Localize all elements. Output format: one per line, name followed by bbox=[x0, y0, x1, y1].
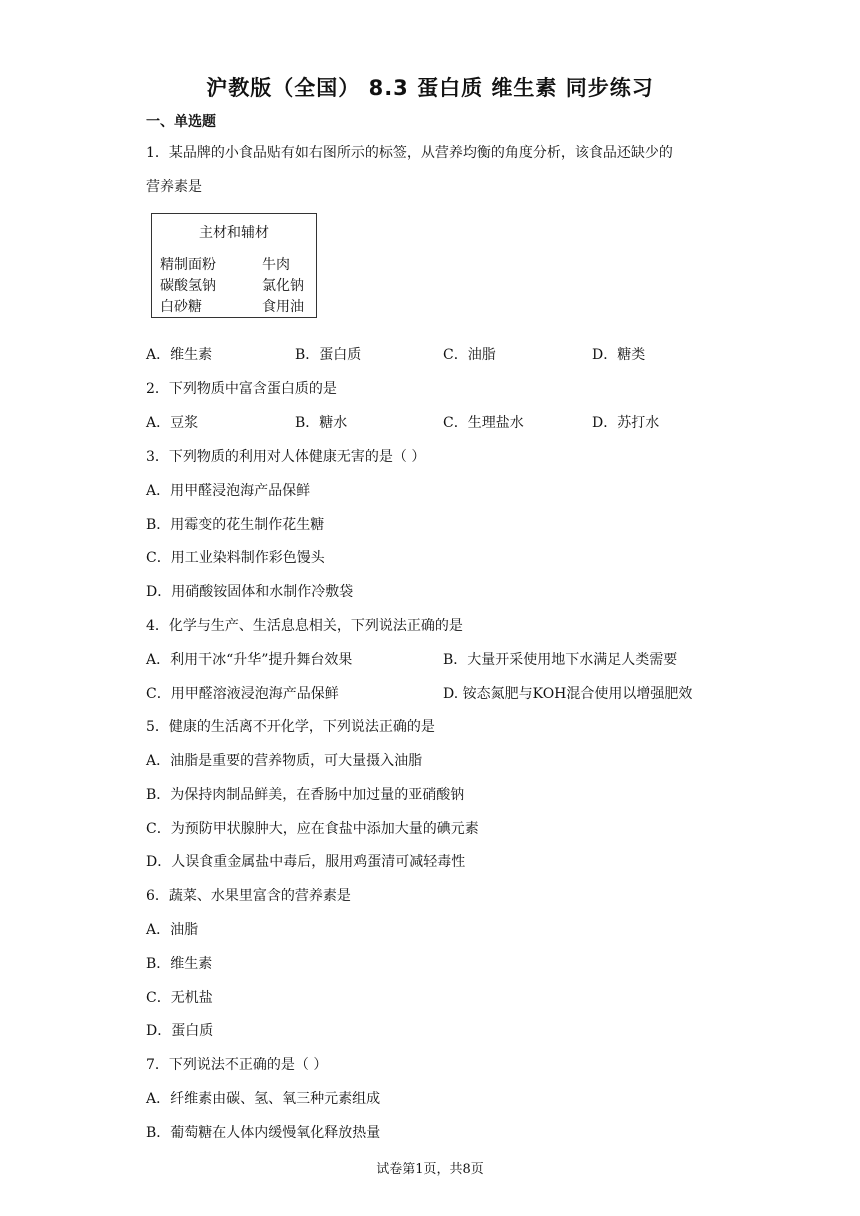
food-label-figure bbox=[151, 213, 317, 318]
question-6-stem: 6．蔬菜、水果里富含的营养素是 bbox=[146, 888, 351, 904]
question-5-option-d: D．人误食重金属盐中毒后，服用鸡蛋清可减轻毒性 bbox=[146, 854, 466, 870]
page-title: 沪教版（全国） 8.3 蛋白质 维生素 同步练习 bbox=[206, 76, 654, 100]
food-label-ingredient: 白砂糖 bbox=[160, 299, 202, 315]
food-label-heading: 主材和辅材 bbox=[199, 225, 269, 241]
question-4-option-b: B．大量开采使用地下水满足人类需要 bbox=[443, 652, 678, 668]
question-3-option-a: A．用甲醛浸泡海产品保鲜 bbox=[146, 483, 311, 499]
question-3-stem: 3．下列物质的利用对人体健康无害的是（ ） bbox=[146, 449, 426, 465]
question-2-stem: 2．下列物质中富含蛋白质的是 bbox=[146, 381, 337, 397]
question-1-option-d: D．糖类 bbox=[592, 347, 646, 363]
question-7-option-b: B．葡萄糖在人体内缓慢氧化释放热量 bbox=[146, 1125, 381, 1141]
question-3-option-c: C．用工业染料制作彩色馒头 bbox=[146, 550, 325, 566]
food-label-ingredient: 碳酸氢钠 bbox=[160, 278, 216, 294]
question-1-stem-line2: 营养素是 bbox=[146, 179, 202, 195]
food-label-ingredient: 牛肉 bbox=[262, 257, 290, 273]
food-label-ingredient: 精制面粉 bbox=[160, 257, 216, 273]
question-2-option-a: A．豆浆 bbox=[146, 415, 199, 431]
question-5-option-c: C．为预防甲状腺肿大，应在食盐中添加大量的碘元素 bbox=[146, 821, 479, 837]
question-5-option-b: B．为保持肉制品鲜美，在香肠中加过量的亚硝酸钠 bbox=[146, 787, 465, 803]
question-2-option-c: C．生理盐水 bbox=[443, 415, 524, 431]
question-6-option-a: A．油脂 bbox=[146, 922, 199, 938]
food-label-ingredient: 食用油 bbox=[262, 299, 304, 315]
question-2-option-d: D．苏打水 bbox=[592, 415, 660, 431]
question-6-option-d: D．蛋白质 bbox=[146, 1023, 214, 1039]
question-6-option-c: C．无机盐 bbox=[146, 990, 213, 1006]
food-label-ingredient: 氯化钠 bbox=[262, 278, 304, 294]
question-1-option-c: C．油脂 bbox=[443, 347, 496, 363]
question-7-option-a: A．纤维素由碳、氢、氧三种元素组成 bbox=[146, 1091, 381, 1107]
question-4-option-d: D. 铵态氮肥与KOH混合使用以增强肥效 bbox=[443, 686, 693, 702]
page-footer: 试卷第1页，共8页 bbox=[376, 1162, 484, 1177]
question-4-option-a: A．利用干冰“升华”提升舞台效果 bbox=[146, 652, 353, 668]
question-2-option-b: B．糖水 bbox=[295, 415, 348, 431]
question-5-stem: 5．健康的生活离不开化学，下列说法正确的是 bbox=[146, 719, 435, 735]
question-3-option-b: B．用霉变的花生制作花生糖 bbox=[146, 517, 325, 533]
question-1-option-a: A．维生素 bbox=[146, 347, 213, 363]
question-1-stem-line1: 1．某品牌的小食品贴有如右图所示的标签，从营养均衡的角度分析，该食品还缺少的 bbox=[146, 145, 673, 161]
section-heading: 一、单选题 bbox=[146, 114, 216, 130]
question-1-option-b: B．蛋白质 bbox=[295, 347, 362, 363]
question-6-option-b: B．维生素 bbox=[146, 956, 213, 972]
question-5-option-a: A．油脂是重要的营养物质，可大量摄入油脂 bbox=[146, 753, 423, 769]
question-4-option-c: C．用甲醛溶液浸泡海产品保鲜 bbox=[146, 686, 339, 702]
question-7-stem: 7．下列说法不正确的是（ ） bbox=[146, 1057, 328, 1073]
question-3-option-d: D．用硝酸铵固体和水制作冷敷袋 bbox=[146, 584, 354, 600]
question-4-stem: 4．化学与生产、生活息息相关，下列说法正确的是 bbox=[146, 618, 463, 634]
